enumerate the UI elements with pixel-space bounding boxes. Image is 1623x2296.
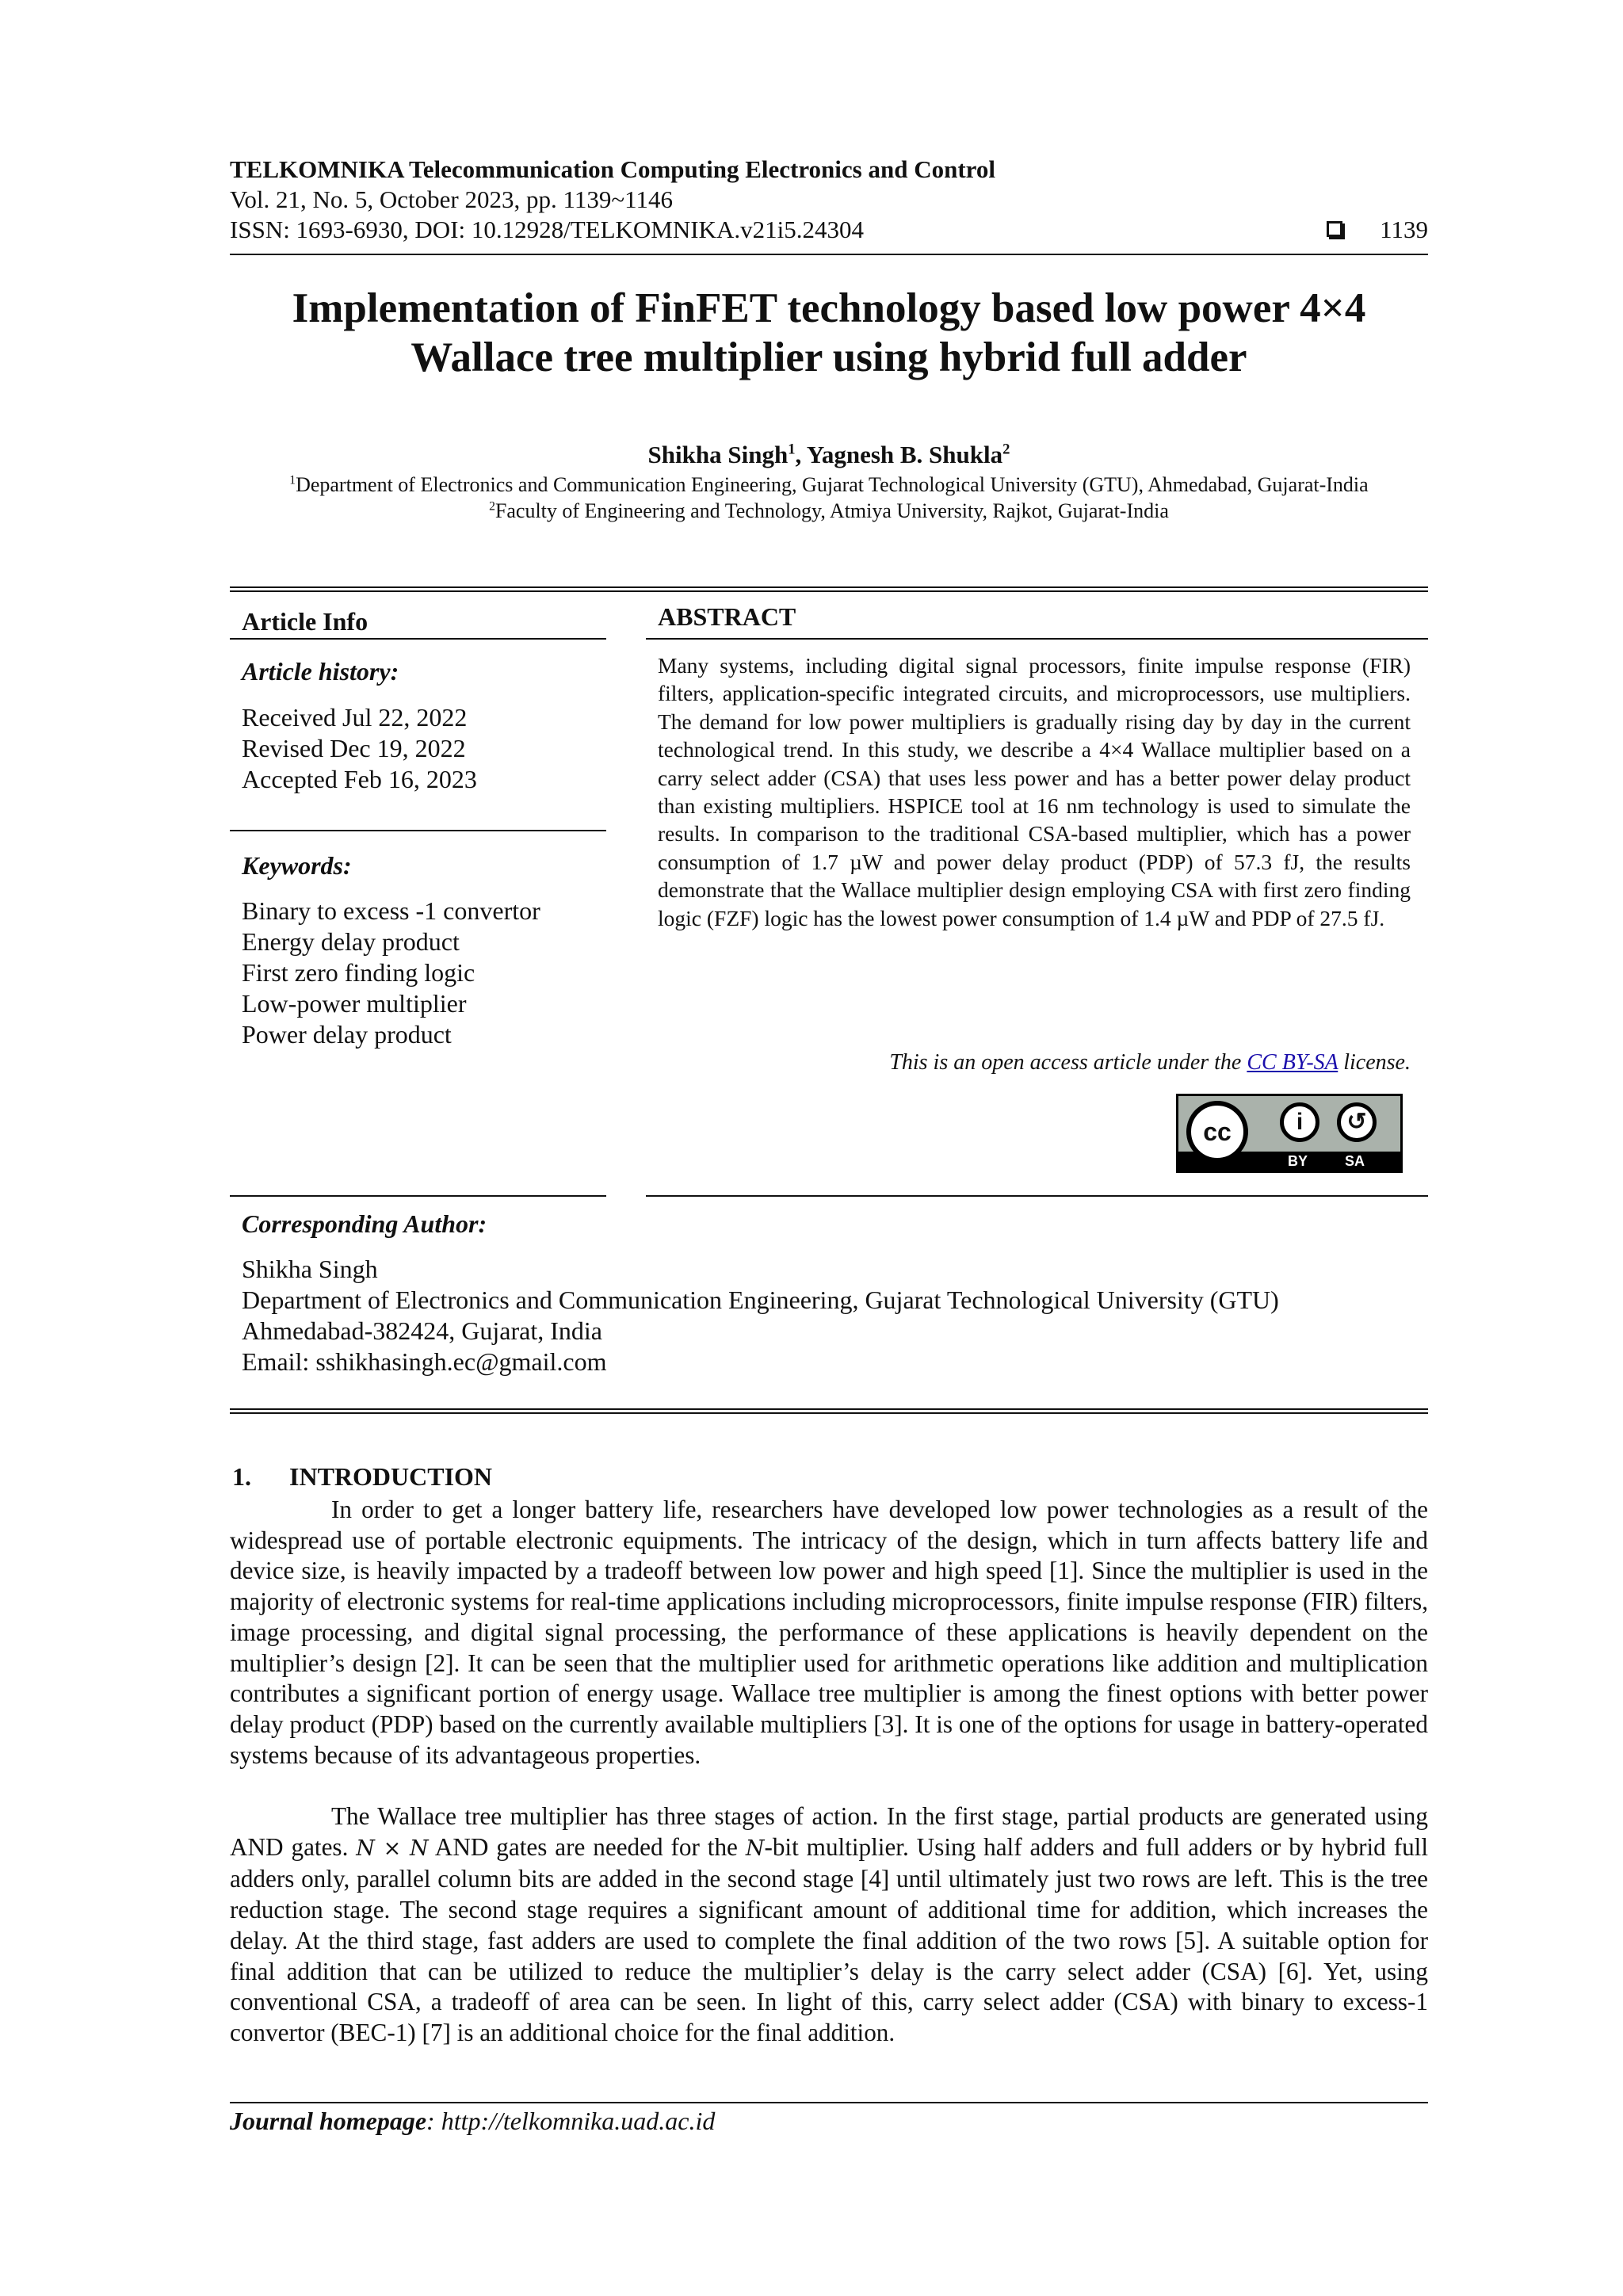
open-access-notice — [658, 1050, 1411, 1075]
affiliation-1-text: Department of Electronics and Communication Engineering, Gujarat Technological University (GTU), Ahmedabad, Gujarat-India — [296, 473, 1369, 496]
issn-row — [230, 215, 1428, 245]
issn-doi: ISSN: 1693-6930, DOI: 10.12928/TELKOMNIKA.v21i5.24304 — [230, 216, 864, 243]
homepage-url: : http://telkomnika.uad.ac.id — [426, 2107, 716, 2135]
left-bottom-rule — [230, 1195, 606, 1197]
volume-info: Vol. 21, No. 5, October 2023, pp. 1139~1146 — [230, 185, 673, 213]
corresponding-email: Email: sshikhasingh.ec@gmail.com — [242, 1347, 607, 1376]
paragraph-segment: -bit multiplier. Using half adders and full adders or by hybrid full adders only, parallel column bits are added in the second stage [4] until ultimately just two rows are left. This is the tree reduction stage. The second stage requires a significant amount of additional time for addition, which increases the delay. At the third stage, fast adders are used to complete the final addition of the two rows [5]. A suitable option for final addition that can be utilized to reduce the multiplier’s delay is the carry select adder (CSA) [6]. Yet, using conventional CSA, a tradeoff of area can be seen. In light of this, carry select adder (CSA) with binary to excess-1 convertor (BEC-1) [7] is an additional choice for the final addition. — [230, 1832, 1428, 2046]
article-info-rule — [230, 638, 606, 640]
article-info-heading: Article Info — [242, 607, 369, 636]
author-2: Yagnesh B. Shukla — [806, 441, 1003, 468]
title-line-2: Wallace tree multiplier using hybrid full adder — [411, 334, 1247, 380]
keyword: Power delay product — [242, 1020, 452, 1049]
paragraph-segment: AND gates are needed for the — [428, 1832, 746, 1861]
history-heading: Article history: — [242, 657, 399, 686]
corresponding-dept: Department of Electronics and Communication Engineering, Gujarat Technological University (GTU) — [242, 1286, 1279, 1314]
author-1: Shikha Singh — [647, 441, 789, 468]
paragraph-text: In order to get a longer battery life, researchers have developed low power technologies as a result of the widespread use of portable electronic equipments. The intricacy of the design, which in turn affects battery life and device size, is heavily impacted by a tradeoff between low power and high speed [1]. Since the multiplier is used in the majority of electronic systems for real-time applications including microprocessors, finite impulse response (FIR) filters, image processing, and digital signal processing, the performance of these applications is heavily dependent on the multiplier’s design [2]. It can be seen that the multiplier used for arithmetic operations like addition and multiplication contributes a significant portion of energy usage. Wallace tree multiplier is among the finest options with better power delay product (PDP) based on the currently available multipliers [3]. It is one of the options for usage in battery-operated systems because of its advantageous properties. — [230, 1496, 1428, 1769]
abstract-rule — [646, 638, 1428, 640]
author-2-sup: 2 — [1002, 441, 1010, 458]
section-number: 1. — [232, 1462, 251, 1491]
cc-icon: cc — [1186, 1101, 1248, 1163]
keyword: First zero finding logic — [242, 958, 475, 987]
abstract-text: Many systems, including digital signal processors, finite impulse response (FIR) filters, application-specific integrated circuits, and microprocessors, use multipliers. The demand for low power multipliers is gradually rising day by day in the current technological trend. In this study, we describe a 4×4 Wallace multiplier based on a carry select adder (CSA) that uses less power and has a better power delay product than existing multipliers. HSPICE tool at 16 nm technology is used to simulate the results. In comparison to the traditional CSA-based multiplier, which has a power consumption of 1.7 µW and power delay product (PDP) of 57.3 fJ, the results demonstrate that the Wallace multiplier design employing CSA with first zero finding logic (FZF) logic has the lowest power consumption of 1.4 µW and PDP of 27.5 fJ. — [658, 653, 1411, 930]
author-sep: , — [795, 441, 807, 468]
badge-sa-label: SA — [1345, 1153, 1365, 1169]
math-expression: N — [745, 1836, 765, 1861]
badge-by-label: BY — [1288, 1153, 1308, 1169]
info-box-top-rule — [230, 586, 1428, 592]
author-list — [230, 441, 1428, 469]
cc-by-sa-badge[interactable] — [1176, 1094, 1403, 1173]
corresponding-name: Shikha Singh — [242, 1255, 378, 1283]
keyword: Low-power multiplier — [242, 989, 467, 1018]
affiliation-1-sup: 1 — [289, 473, 296, 487]
square-icon — [1327, 221, 1342, 237]
license-suffix: license. — [1338, 1050, 1411, 1075]
affiliation-2-sup: 2 — [489, 499, 495, 514]
affiliation-2-text: Faculty of Engineering and Technology, Atmiya University, Rajkot, Gujarat-India — [495, 499, 1169, 522]
license-link[interactable]: CC BY-SA — [1247, 1050, 1338, 1075]
journal-homepage — [230, 2107, 715, 2136]
corresponding-heading: Corresponding Author: — [242, 1209, 487, 1238]
keyword: Energy delay product — [242, 927, 460, 956]
header-rule — [230, 254, 1428, 255]
footer-rule — [230, 2102, 1428, 2103]
section-heading — [232, 1462, 492, 1492]
keywords-heading: Keywords: — [242, 851, 352, 880]
paragraph-text — [230, 1801, 1428, 2049]
journal-name: TELKOMNIKA Telecommunication Computing Electronics and Control — [230, 155, 995, 183]
paragraph-segment: The Wallace tree multiplier has three stages of action. In the first stage, partial products are generated using AND gates. — [230, 1802, 1428, 1861]
section-title: INTRODUCTION — [289, 1462, 493, 1491]
keyword: Binary to excess -1 convertor — [242, 896, 540, 925]
by-icon: i — [1280, 1102, 1319, 1142]
corresponding-address: Ahmedabad-382424, Gujarat, India — [242, 1316, 602, 1345]
keywords-list — [242, 896, 598, 1050]
math-expression: N × N — [356, 1836, 429, 1861]
page-number: 1139 — [1380, 216, 1428, 243]
right-bottom-rule — [646, 1195, 1428, 1197]
affiliation-1 — [230, 473, 1428, 497]
keywords-rule — [230, 830, 606, 831]
history-received: Received Jul 22, 2022 — [242, 703, 468, 732]
title-line-1: Implementation of FinFET technology based low power 4×4 — [292, 285, 1366, 331]
corresponding-author — [242, 1209, 1279, 1377]
author-1-sup: 1 — [788, 441, 796, 458]
sa-icon: ↺ — [1337, 1102, 1377, 1142]
license-prefix: This is an open access article under the — [889, 1050, 1247, 1075]
history-revised: Revised Dec 19, 2022 — [242, 734, 466, 762]
affiliation-2 — [230, 499, 1428, 523]
abstract-heading: ABSTRACT — [658, 602, 796, 631]
info-box-bottom-rule — [230, 1408, 1428, 1414]
history-accepted: Accepted Feb 16, 2023 — [242, 765, 477, 793]
running-header — [230, 155, 1428, 245]
history-list — [242, 702, 598, 795]
body-paragraph-2 — [230, 1801, 1428, 2049]
paper-title — [230, 284, 1428, 382]
homepage-label: Journal homepage — [230, 2107, 427, 2135]
body-paragraph-1 — [230, 1495, 1428, 1771]
